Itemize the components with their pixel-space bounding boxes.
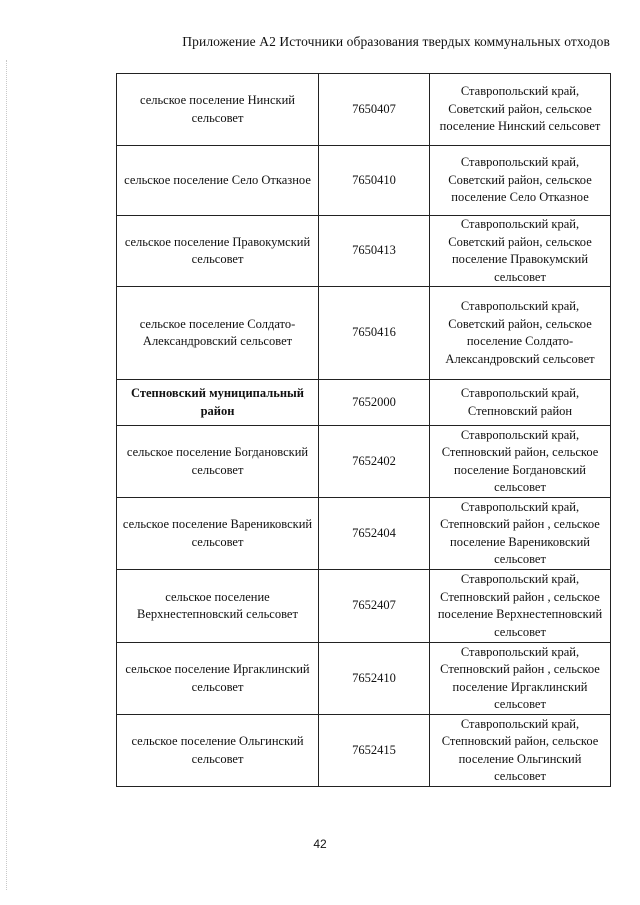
settlement-location: Ставропольский край, Степновский район , сельское поселение Варениковский сельсовет — [430, 498, 611, 570]
oktmo-code: 7652402 — [319, 426, 430, 498]
district-location: Ставропольский край, Степновский район — [430, 380, 611, 426]
settlement-location: Ставропольский край, Советский район, сельское поселение Солдато-Александровский сельсовет — [430, 287, 611, 380]
table-row — [117, 216, 611, 287]
oktmo-code: 7650413 — [319, 216, 430, 287]
settlement-name: сельское поселение Ольгинский сельсовет — [117, 715, 319, 787]
table-row — [117, 146, 611, 216]
settlement-name: сельское поселение Солдато-Александровский сельсовет — [117, 287, 319, 380]
settlement-location: Ставропольский край, Советский район, сельское поселение Нинский сельсовет — [430, 74, 611, 146]
oktmo-code: 7650410 — [319, 146, 430, 216]
oktmo-code: 7652000 — [319, 380, 430, 426]
table-row — [117, 715, 611, 787]
page-header-title: Приложение А2 Источники образования твердых коммунальных отходов — [182, 34, 610, 49]
settlement-location: Ставропольский край, Степновский район , сельское поселение Иргаклинский сельсовет — [430, 643, 611, 715]
settlement-name: сельское поселение Варениковский сельсовет — [117, 498, 319, 570]
table-row — [117, 380, 611, 426]
oktmo-code: 7652410 — [319, 643, 430, 715]
settlement-name: сельское поселение Нинский сельсовет — [117, 74, 319, 146]
oktmo-code: 7652404 — [319, 498, 430, 570]
settlement-location: Ставропольский край, Степновский район , сельское поселение Верхнестепновский сельсовет — [430, 570, 611, 643]
table-row — [117, 426, 611, 498]
settlement-name: сельское поселение Богдановский сельсовет — [117, 426, 319, 498]
oktmo-code: 7652415 — [319, 715, 430, 787]
table-row — [117, 643, 611, 715]
settlement-location: Ставропольский край, Степновский район, сельское поселение Богдановский сельсовет — [430, 426, 611, 498]
oktmo-code: 7652407 — [319, 570, 430, 643]
sources-table — [116, 73, 611, 787]
settlement-name: сельское поселение Верхнестепновский сельсовет — [117, 570, 319, 643]
table-row — [117, 498, 611, 570]
table-row — [117, 74, 611, 146]
page-number: 42 — [313, 837, 327, 851]
settlement-location: Ставропольский край, Советский район, сельское поселение Правокумский сельсовет — [430, 216, 611, 287]
settlement-name: сельское поселение Село Отказное — [117, 146, 319, 216]
table-row — [117, 287, 611, 380]
settlement-location: Ставропольский край, Степновский район, сельское поселение Ольгинский сельсовет — [430, 715, 611, 787]
settlement-name: сельское поселение Иргаклинский сельсовет — [117, 643, 319, 715]
table-row — [117, 570, 611, 643]
district-name: Степновский муниципальный район — [117, 380, 319, 426]
settlement-name: сельское поселение Правокумский сельсовет — [117, 216, 319, 287]
settlement-location: Ставропольский край, Советский район, сельское поселение Село Отказное — [430, 146, 611, 216]
oktmo-code: 7650407 — [319, 74, 430, 146]
margin-dotted-line — [6, 60, 7, 890]
oktmo-code: 7650416 — [319, 287, 430, 380]
